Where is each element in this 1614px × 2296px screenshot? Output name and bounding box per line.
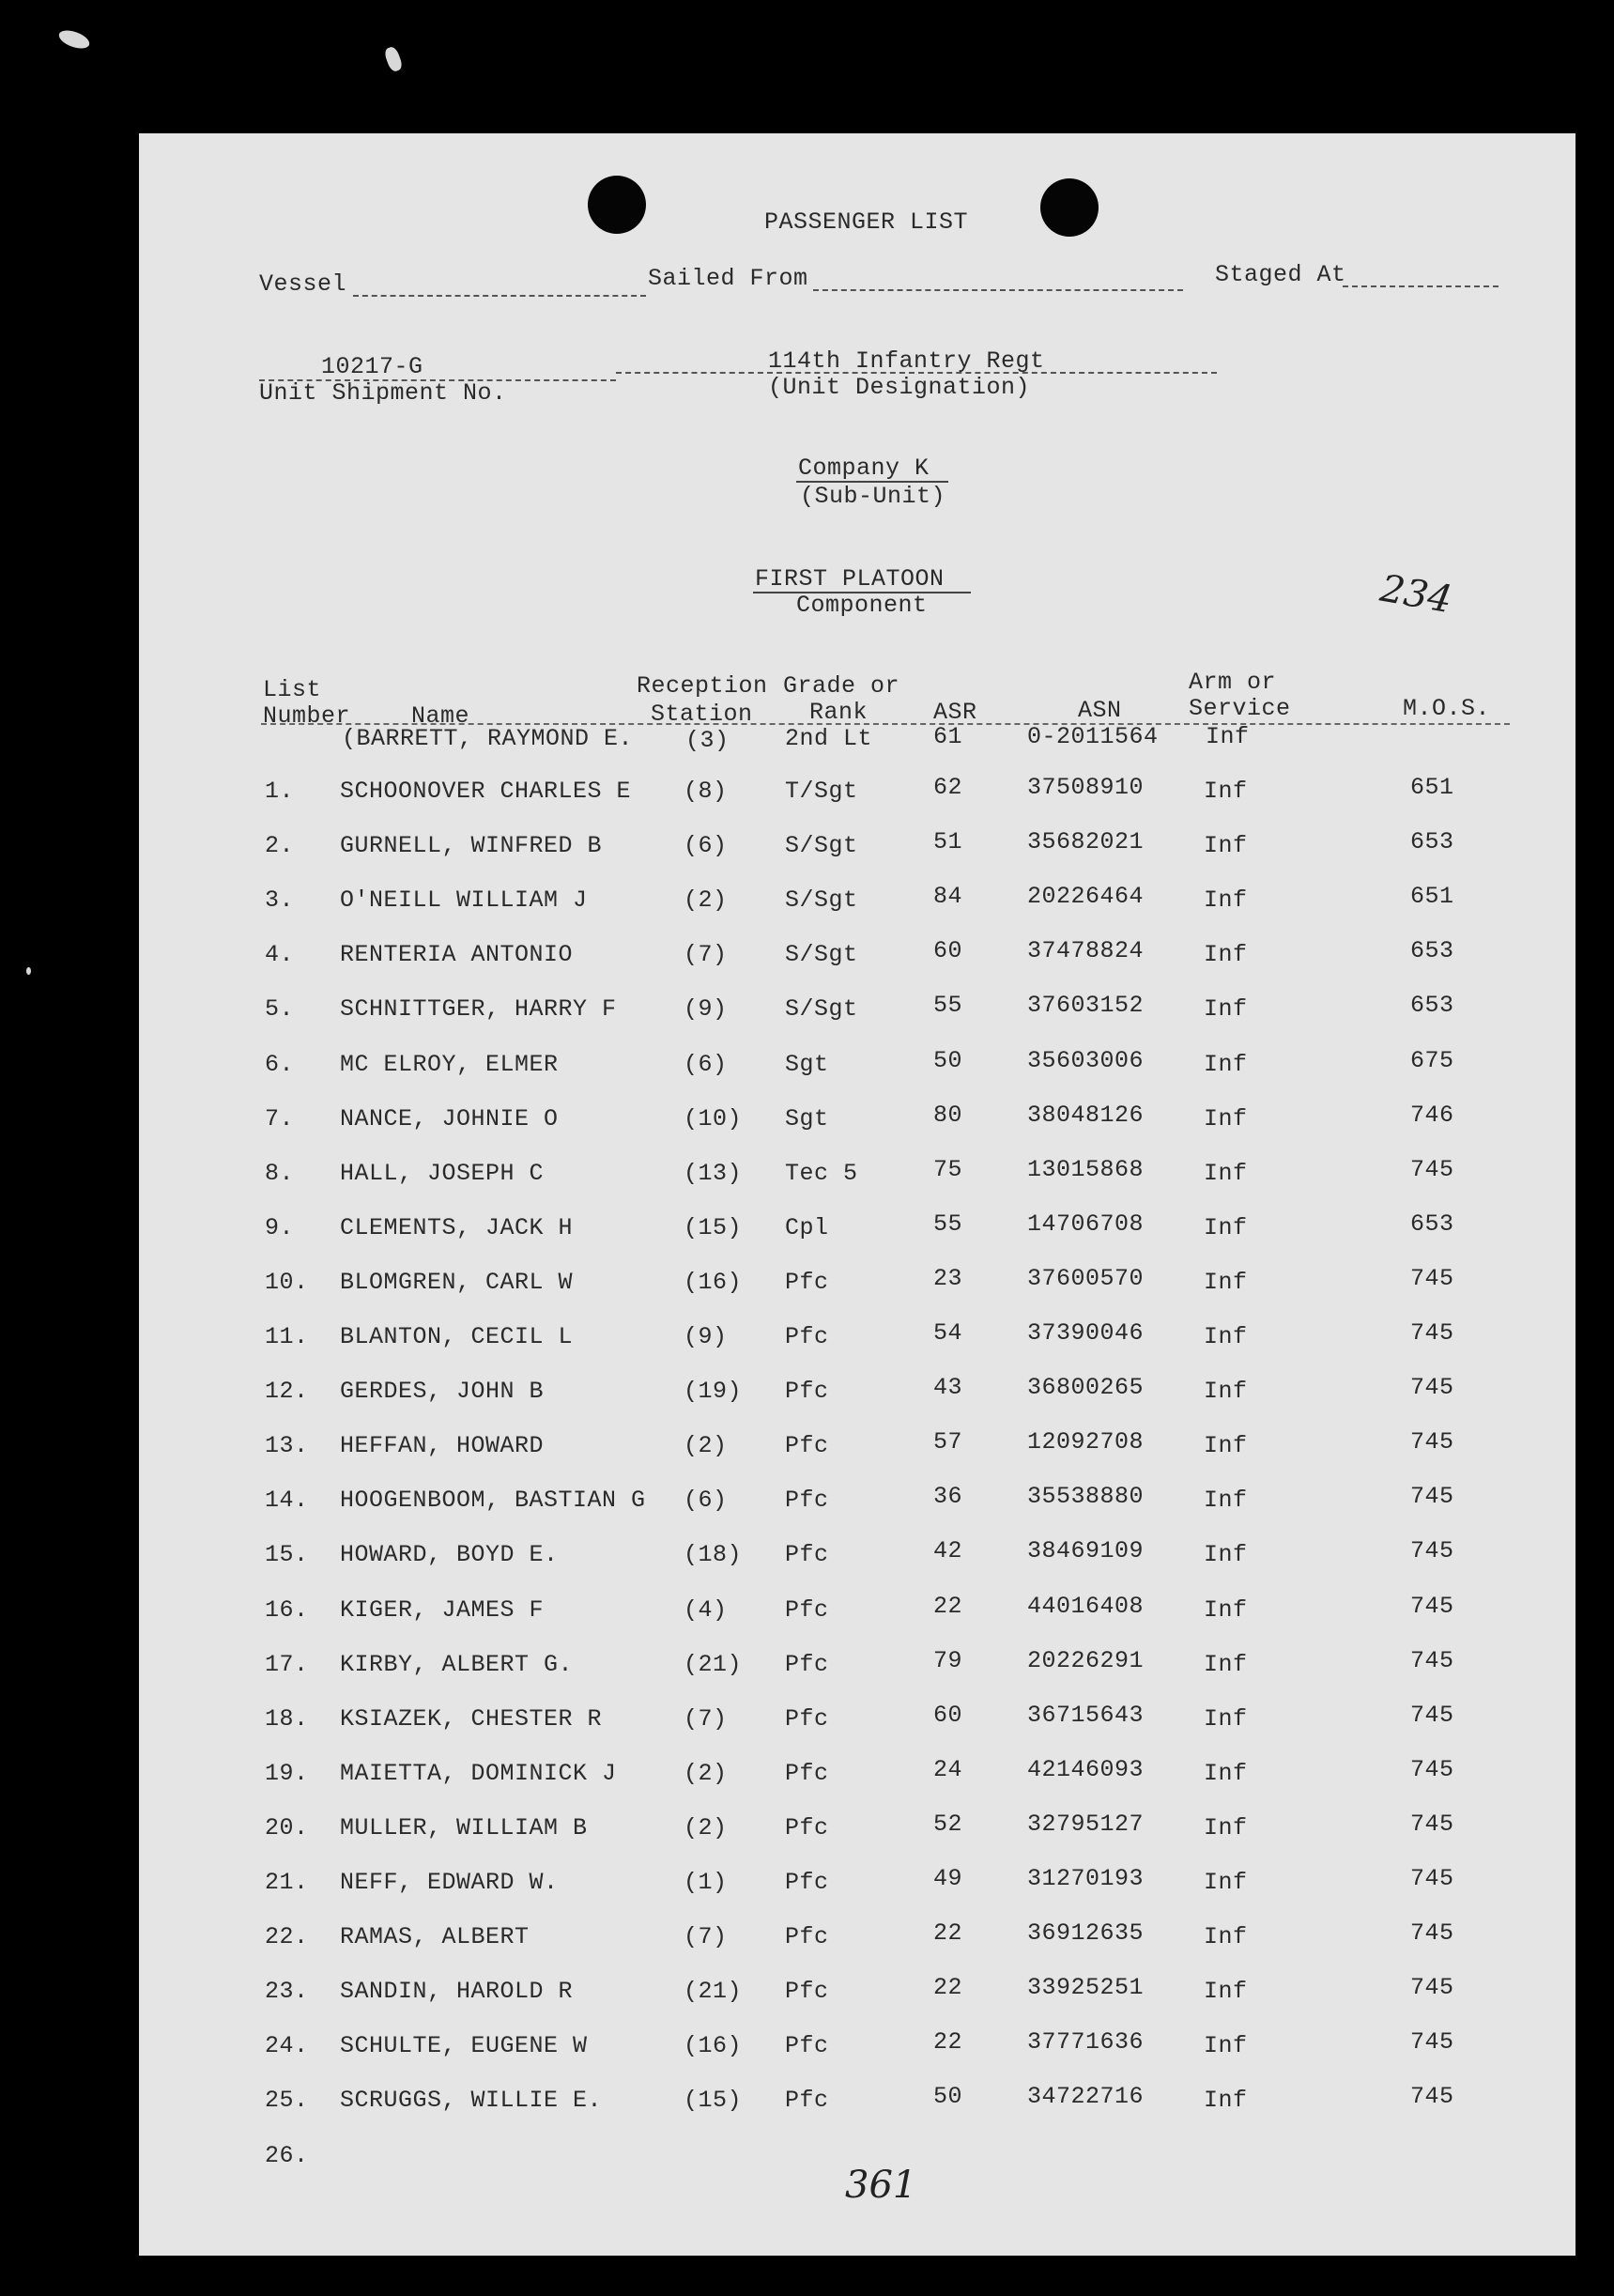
row-station: (6) bbox=[684, 832, 728, 859]
staged-at-label: Staged At bbox=[1215, 261, 1346, 288]
row-number: 8. bbox=[265, 1160, 295, 1187]
row-name: CLEMENTS, JACK H bbox=[340, 1214, 574, 1241]
row-mos: 653 bbox=[1410, 828, 1454, 855]
row-name: SCHOONOVER CHARLES E bbox=[340, 778, 632, 805]
unit-shipment-value: 10217-G bbox=[321, 353, 423, 380]
col-grade-2: Rank bbox=[809, 699, 868, 726]
row-number: 9. bbox=[265, 1214, 295, 1241]
row-arm: Inf bbox=[1204, 1487, 1248, 1514]
stamp-number: 234 bbox=[1376, 566, 1455, 623]
row-asn: 35682021 bbox=[1027, 828, 1145, 855]
row-mos: 653 bbox=[1410, 992, 1454, 1019]
row-station: (2) bbox=[684, 886, 728, 914]
row-asr: 61 bbox=[933, 723, 963, 750]
row-arm: Inf bbox=[1204, 995, 1248, 1023]
row-asn: 37600570 bbox=[1027, 1265, 1145, 1292]
row-rank: S/Sgt bbox=[785, 995, 858, 1023]
row-mos: 653 bbox=[1410, 1210, 1454, 1238]
row-number: 13. bbox=[265, 1432, 309, 1459]
row-asn: 35538880 bbox=[1027, 1483, 1145, 1510]
row-station: (7) bbox=[684, 1705, 728, 1733]
row-arm: Inf bbox=[1204, 1269, 1248, 1296]
row-station: (7) bbox=[684, 1923, 728, 1950]
row-arm: Inf bbox=[1204, 1978, 1248, 2005]
row-arm: Inf bbox=[1206, 723, 1250, 750]
row-arm: Inf bbox=[1204, 941, 1248, 968]
row-arm: Inf bbox=[1204, 1596, 1248, 1624]
row-station: (2) bbox=[684, 1432, 728, 1459]
row-asn: 36715643 bbox=[1027, 1702, 1145, 1729]
row-number: 17. bbox=[265, 1651, 309, 1678]
row-asn: 44016408 bbox=[1027, 1593, 1145, 1620]
row-arm: Inf bbox=[1204, 1323, 1248, 1350]
col-reception: Reception bbox=[637, 672, 768, 700]
passenger-list-page bbox=[139, 133, 1576, 2256]
row-name: RENTERIA ANTONIO bbox=[340, 941, 574, 968]
row-number: 20. bbox=[265, 1814, 309, 1841]
row-arm: Inf bbox=[1204, 1105, 1248, 1133]
staged-at-blank bbox=[1343, 285, 1499, 287]
row-name: MC ELROY, ELMER bbox=[340, 1051, 559, 1078]
row-mos: 746 bbox=[1410, 1102, 1454, 1129]
unit-designation-label: (Unit Designation) bbox=[768, 374, 1031, 401]
row-asn: 37771636 bbox=[1027, 2028, 1145, 2056]
row-asr: 79 bbox=[933, 1647, 963, 1674]
col-list-number: List bbox=[263, 676, 322, 703]
row-number: 2. bbox=[265, 832, 295, 859]
page-title: PASSENGER LIST bbox=[764, 208, 969, 236]
row-name: SANDIN, HAROLD R bbox=[340, 1978, 574, 2005]
row-asr: 22 bbox=[933, 1919, 963, 1947]
component-label: Component bbox=[796, 592, 928, 619]
row-rank: Tec 5 bbox=[785, 1160, 858, 1187]
row-station: (1) bbox=[684, 1869, 728, 1896]
row-asn: 36912635 bbox=[1027, 1919, 1145, 1947]
row-mos: 745 bbox=[1410, 1156, 1454, 1183]
row-asr: 22 bbox=[933, 1593, 963, 1620]
row-asr: 42 bbox=[933, 1537, 963, 1564]
row-mos: 745 bbox=[1410, 1374, 1454, 1401]
row-station: (18) bbox=[684, 1541, 743, 1568]
row-mos: 675 bbox=[1410, 1047, 1454, 1074]
col-mos: M.O.S. bbox=[1403, 695, 1491, 722]
col-arm-2: Service bbox=[1189, 695, 1291, 722]
row-station: (7) bbox=[684, 941, 728, 968]
row-arm: Inf bbox=[1204, 1869, 1248, 1896]
row-arm: Inf bbox=[1204, 1705, 1248, 1733]
row-number: 23. bbox=[265, 1978, 309, 2005]
row-mos: 745 bbox=[1410, 1865, 1454, 1892]
row-name: NANCE, JOHNIE O bbox=[340, 1105, 559, 1133]
row-asn: 34722716 bbox=[1027, 2083, 1145, 2110]
row-arm: Inf bbox=[1204, 1432, 1248, 1459]
row-arm: Inf bbox=[1204, 886, 1248, 914]
row-name: MULLER, WILLIAM B bbox=[340, 1814, 588, 1841]
row-asr: 62 bbox=[933, 774, 963, 801]
row-mos: 745 bbox=[1410, 2028, 1454, 2056]
row-number: 24. bbox=[265, 2032, 309, 2059]
row-mos: 745 bbox=[1410, 1593, 1454, 1620]
row-name: HOWARD, BOYD E. bbox=[340, 1541, 559, 1568]
row-name: (BARRETT, RAYMOND E. bbox=[342, 725, 634, 752]
row-asn: 14706708 bbox=[1027, 1210, 1145, 1238]
row-name: SCHULTE, EUGENE W bbox=[340, 2032, 588, 2059]
row-number: 16. bbox=[265, 1596, 309, 1624]
row-name: O'NEILL WILLIAM J bbox=[340, 886, 588, 914]
row-rank: S/Sgt bbox=[785, 832, 858, 859]
row-number: 14. bbox=[265, 1487, 309, 1514]
col-list-number-2: Number bbox=[263, 702, 351, 730]
row-name: GERDES, JOHN B bbox=[340, 1378, 545, 1405]
row-arm: Inf bbox=[1204, 1651, 1248, 1678]
row-arm: Inf bbox=[1204, 1760, 1248, 1787]
row-name: BLANTON, CECIL L bbox=[340, 1323, 574, 1350]
row-rank: T/Sgt bbox=[785, 778, 858, 805]
row-asr: 50 bbox=[933, 2083, 963, 2110]
row-asn: 36800265 bbox=[1027, 1374, 1145, 1401]
row-station: (19) bbox=[684, 1378, 743, 1405]
row-number: 1. bbox=[265, 778, 295, 805]
sailed-from-label: Sailed From bbox=[648, 265, 808, 292]
row-name: KSIAZEK, CHESTER R bbox=[340, 1705, 603, 1733]
col-name: Name bbox=[411, 702, 470, 730]
row-rank: Cpl bbox=[785, 1214, 829, 1241]
row-asr: 55 bbox=[933, 992, 963, 1019]
row-rank: Pfc bbox=[785, 1487, 829, 1514]
scan-speck bbox=[383, 45, 404, 72]
row-asr: 60 bbox=[933, 937, 963, 964]
row-rank: Sgt bbox=[785, 1051, 829, 1078]
row-asn: 37478824 bbox=[1027, 937, 1145, 964]
row-asn: 37508910 bbox=[1027, 774, 1145, 801]
row-name: MAIETTA, DOMINICK J bbox=[340, 1760, 617, 1787]
row-asr: 54 bbox=[933, 1319, 963, 1347]
row-rank: Pfc bbox=[785, 1869, 829, 1896]
row-asr: 22 bbox=[933, 1974, 963, 2001]
row-rank: Pfc bbox=[785, 2087, 829, 2114]
page-number: 361 bbox=[845, 2164, 917, 2207]
row-number: 19. bbox=[265, 1760, 309, 1787]
row-mos: 651 bbox=[1410, 883, 1454, 910]
row-mos: 653 bbox=[1410, 937, 1454, 964]
row-asn: 13015868 bbox=[1027, 1156, 1145, 1183]
row-name: KIRBY, ALBERT G. bbox=[340, 1651, 574, 1678]
row-arm: Inf bbox=[1204, 1214, 1248, 1241]
row-station: (10) bbox=[684, 1105, 743, 1133]
punch-hole bbox=[588, 176, 646, 234]
row-station: (6) bbox=[684, 1051, 728, 1078]
row-station: (9) bbox=[684, 995, 728, 1023]
row-name: NEFF, EDWARD W. bbox=[340, 1869, 559, 1896]
row-station: (13) bbox=[684, 1160, 743, 1187]
row-asr: 84 bbox=[933, 883, 963, 910]
row-asn: 12092708 bbox=[1027, 1428, 1145, 1456]
row-rank: S/Sgt bbox=[785, 886, 858, 914]
unit-shipment-label: Unit Shipment No. bbox=[259, 379, 507, 407]
row-rank: Sgt bbox=[785, 1105, 829, 1133]
row-asn: 38469109 bbox=[1027, 1537, 1145, 1564]
row-asr: 49 bbox=[933, 1865, 963, 1892]
unit-designation-value: 114th Infantry Regt bbox=[768, 347, 1045, 375]
row-arm: Inf bbox=[1204, 1378, 1248, 1405]
row-asn: 35603006 bbox=[1027, 1047, 1145, 1074]
row-station: (21) bbox=[684, 1978, 743, 2005]
row-name: KIGER, JAMES F bbox=[340, 1596, 545, 1624]
row-number: 4. bbox=[265, 941, 295, 968]
row-station: (2) bbox=[684, 1814, 728, 1841]
col-asn: ASN bbox=[1078, 697, 1122, 724]
row-rank: Pfc bbox=[785, 1432, 829, 1459]
row-rank: Pfc bbox=[785, 1651, 829, 1678]
row-rank: Pfc bbox=[785, 1269, 829, 1296]
row-arm: Inf bbox=[1204, 1923, 1248, 1950]
row-asr: 57 bbox=[933, 1428, 963, 1456]
row-station: (16) bbox=[684, 1269, 743, 1296]
row-mos: 745 bbox=[1410, 1702, 1454, 1729]
row-asr: 43 bbox=[933, 1374, 963, 1401]
row-name: HOOGENBOOM, BASTIAN G bbox=[340, 1487, 646, 1514]
row-rank: Pfc bbox=[785, 1323, 829, 1350]
row-number: 3. bbox=[265, 886, 295, 914]
row-number: 26. bbox=[265, 2142, 309, 2169]
scan-speck bbox=[56, 27, 91, 53]
row-rank: Pfc bbox=[785, 1596, 829, 1624]
row-name: SCRUGGS, WILLIE E. bbox=[340, 2087, 603, 2114]
row-asr: 24 bbox=[933, 1756, 963, 1783]
scan-speck bbox=[26, 967, 31, 975]
row-station: (21) bbox=[684, 1651, 743, 1678]
row-mos: 745 bbox=[1410, 1811, 1454, 1838]
row-station: (8) bbox=[684, 778, 728, 805]
col-reception-2: Station bbox=[651, 701, 753, 728]
punch-hole bbox=[1040, 178, 1099, 237]
row-asn: 38048126 bbox=[1027, 1102, 1145, 1129]
sub-unit-value: Company K bbox=[798, 455, 930, 482]
row-mos: 745 bbox=[1410, 1756, 1454, 1783]
row-arm: Inf bbox=[1204, 832, 1248, 859]
row-name: HEFFAN, HOWARD bbox=[340, 1432, 545, 1459]
row-arm: Inf bbox=[1204, 2087, 1248, 2114]
row-name: RAMAS, ALBERT bbox=[340, 1923, 530, 1950]
row-rank: Pfc bbox=[785, 2032, 829, 2059]
row-rank: 2nd Lt bbox=[785, 725, 873, 752]
row-rank: S/Sgt bbox=[785, 941, 858, 968]
col-arm: Arm or bbox=[1189, 669, 1277, 696]
sailed-from-blank bbox=[813, 289, 1183, 291]
row-arm: Inf bbox=[1204, 778, 1248, 805]
row-arm: Inf bbox=[1204, 1160, 1248, 1187]
row-mos: 745 bbox=[1410, 1919, 1454, 1947]
row-mos: 745 bbox=[1410, 1537, 1454, 1564]
row-station: (15) bbox=[684, 2087, 743, 2114]
vessel-blank bbox=[353, 295, 646, 297]
row-number: 25. bbox=[265, 2087, 309, 2114]
row-name: GURNELL, WINFRED B bbox=[340, 832, 603, 859]
row-asn: 33925251 bbox=[1027, 1974, 1145, 2001]
component-value: FIRST PLATOON bbox=[755, 565, 945, 593]
row-station: (2) bbox=[684, 1760, 728, 1787]
row-mos: 745 bbox=[1410, 1974, 1454, 2001]
row-rank: Pfc bbox=[785, 1705, 829, 1733]
row-number: 10. bbox=[265, 1269, 309, 1296]
row-number: 22. bbox=[265, 1923, 309, 1950]
row-arm: Inf bbox=[1204, 1051, 1248, 1078]
row-asn: 20226464 bbox=[1027, 883, 1145, 910]
row-number: 15. bbox=[265, 1541, 309, 1568]
row-asn: 37603152 bbox=[1027, 992, 1145, 1019]
row-rank: Pfc bbox=[785, 1760, 829, 1787]
row-rank: Pfc bbox=[785, 1814, 829, 1841]
row-mos: 745 bbox=[1410, 2083, 1454, 2110]
row-asr: 80 bbox=[933, 1102, 963, 1129]
row-station: (3) bbox=[685, 727, 730, 754]
row-asn: 32795127 bbox=[1027, 1811, 1145, 1838]
row-arm: Inf bbox=[1204, 1541, 1248, 1568]
vessel-label: Vessel bbox=[259, 270, 347, 298]
row-asr: 23 bbox=[933, 1265, 963, 1292]
row-rank: Pfc bbox=[785, 1378, 829, 1405]
row-name: SCHNITTGER, HARRY F bbox=[340, 995, 617, 1023]
row-number: 21. bbox=[265, 1869, 309, 1896]
row-number: 7. bbox=[265, 1105, 295, 1133]
row-station: (9) bbox=[684, 1323, 728, 1350]
row-rank: Pfc bbox=[785, 1978, 829, 2005]
row-asn: 20226291 bbox=[1027, 1647, 1145, 1674]
sub-unit-label: (Sub-Unit) bbox=[800, 483, 946, 510]
row-mos: 745 bbox=[1410, 1483, 1454, 1510]
row-mos: 745 bbox=[1410, 1428, 1454, 1456]
row-asn: 31270193 bbox=[1027, 1865, 1145, 1892]
row-rank: Pfc bbox=[785, 1541, 829, 1568]
row-number: 12. bbox=[265, 1378, 309, 1405]
row-asn: 42146093 bbox=[1027, 1756, 1145, 1783]
row-asr: 51 bbox=[933, 828, 963, 855]
col-asr: ASR bbox=[933, 699, 977, 726]
row-asn: 37390046 bbox=[1027, 1319, 1145, 1347]
row-number: 18. bbox=[265, 1705, 309, 1733]
row-asr: 22 bbox=[933, 2028, 963, 2056]
row-station: (4) bbox=[684, 1596, 728, 1624]
row-mos: 745 bbox=[1410, 1647, 1454, 1674]
row-name: BLOMGREN, CARL W bbox=[340, 1269, 574, 1296]
row-asr: 52 bbox=[933, 1811, 963, 1838]
row-mos: 745 bbox=[1410, 1265, 1454, 1292]
row-station: (16) bbox=[684, 2032, 743, 2059]
row-station: (15) bbox=[684, 1214, 743, 1241]
row-asr: 75 bbox=[933, 1156, 963, 1183]
row-number: 11. bbox=[265, 1323, 309, 1350]
row-asr: 36 bbox=[933, 1483, 963, 1510]
row-number: 5. bbox=[265, 995, 295, 1023]
row-asr: 50 bbox=[933, 1047, 963, 1074]
col-grade: Grade or bbox=[783, 672, 900, 700]
row-arm: Inf bbox=[1204, 1814, 1248, 1841]
row-number: 6. bbox=[265, 1051, 295, 1078]
row-asn: 0-2011564 bbox=[1027, 723, 1159, 750]
row-name: HALL, JOSEPH C bbox=[340, 1160, 545, 1187]
row-asr: 55 bbox=[933, 1210, 963, 1238]
row-mos: 745 bbox=[1410, 1319, 1454, 1347]
row-asr: 60 bbox=[933, 1702, 963, 1729]
row-arm: Inf bbox=[1204, 2032, 1248, 2059]
row-rank: Pfc bbox=[785, 1923, 829, 1950]
row-station: (6) bbox=[684, 1487, 728, 1514]
row-mos: 651 bbox=[1410, 774, 1454, 801]
